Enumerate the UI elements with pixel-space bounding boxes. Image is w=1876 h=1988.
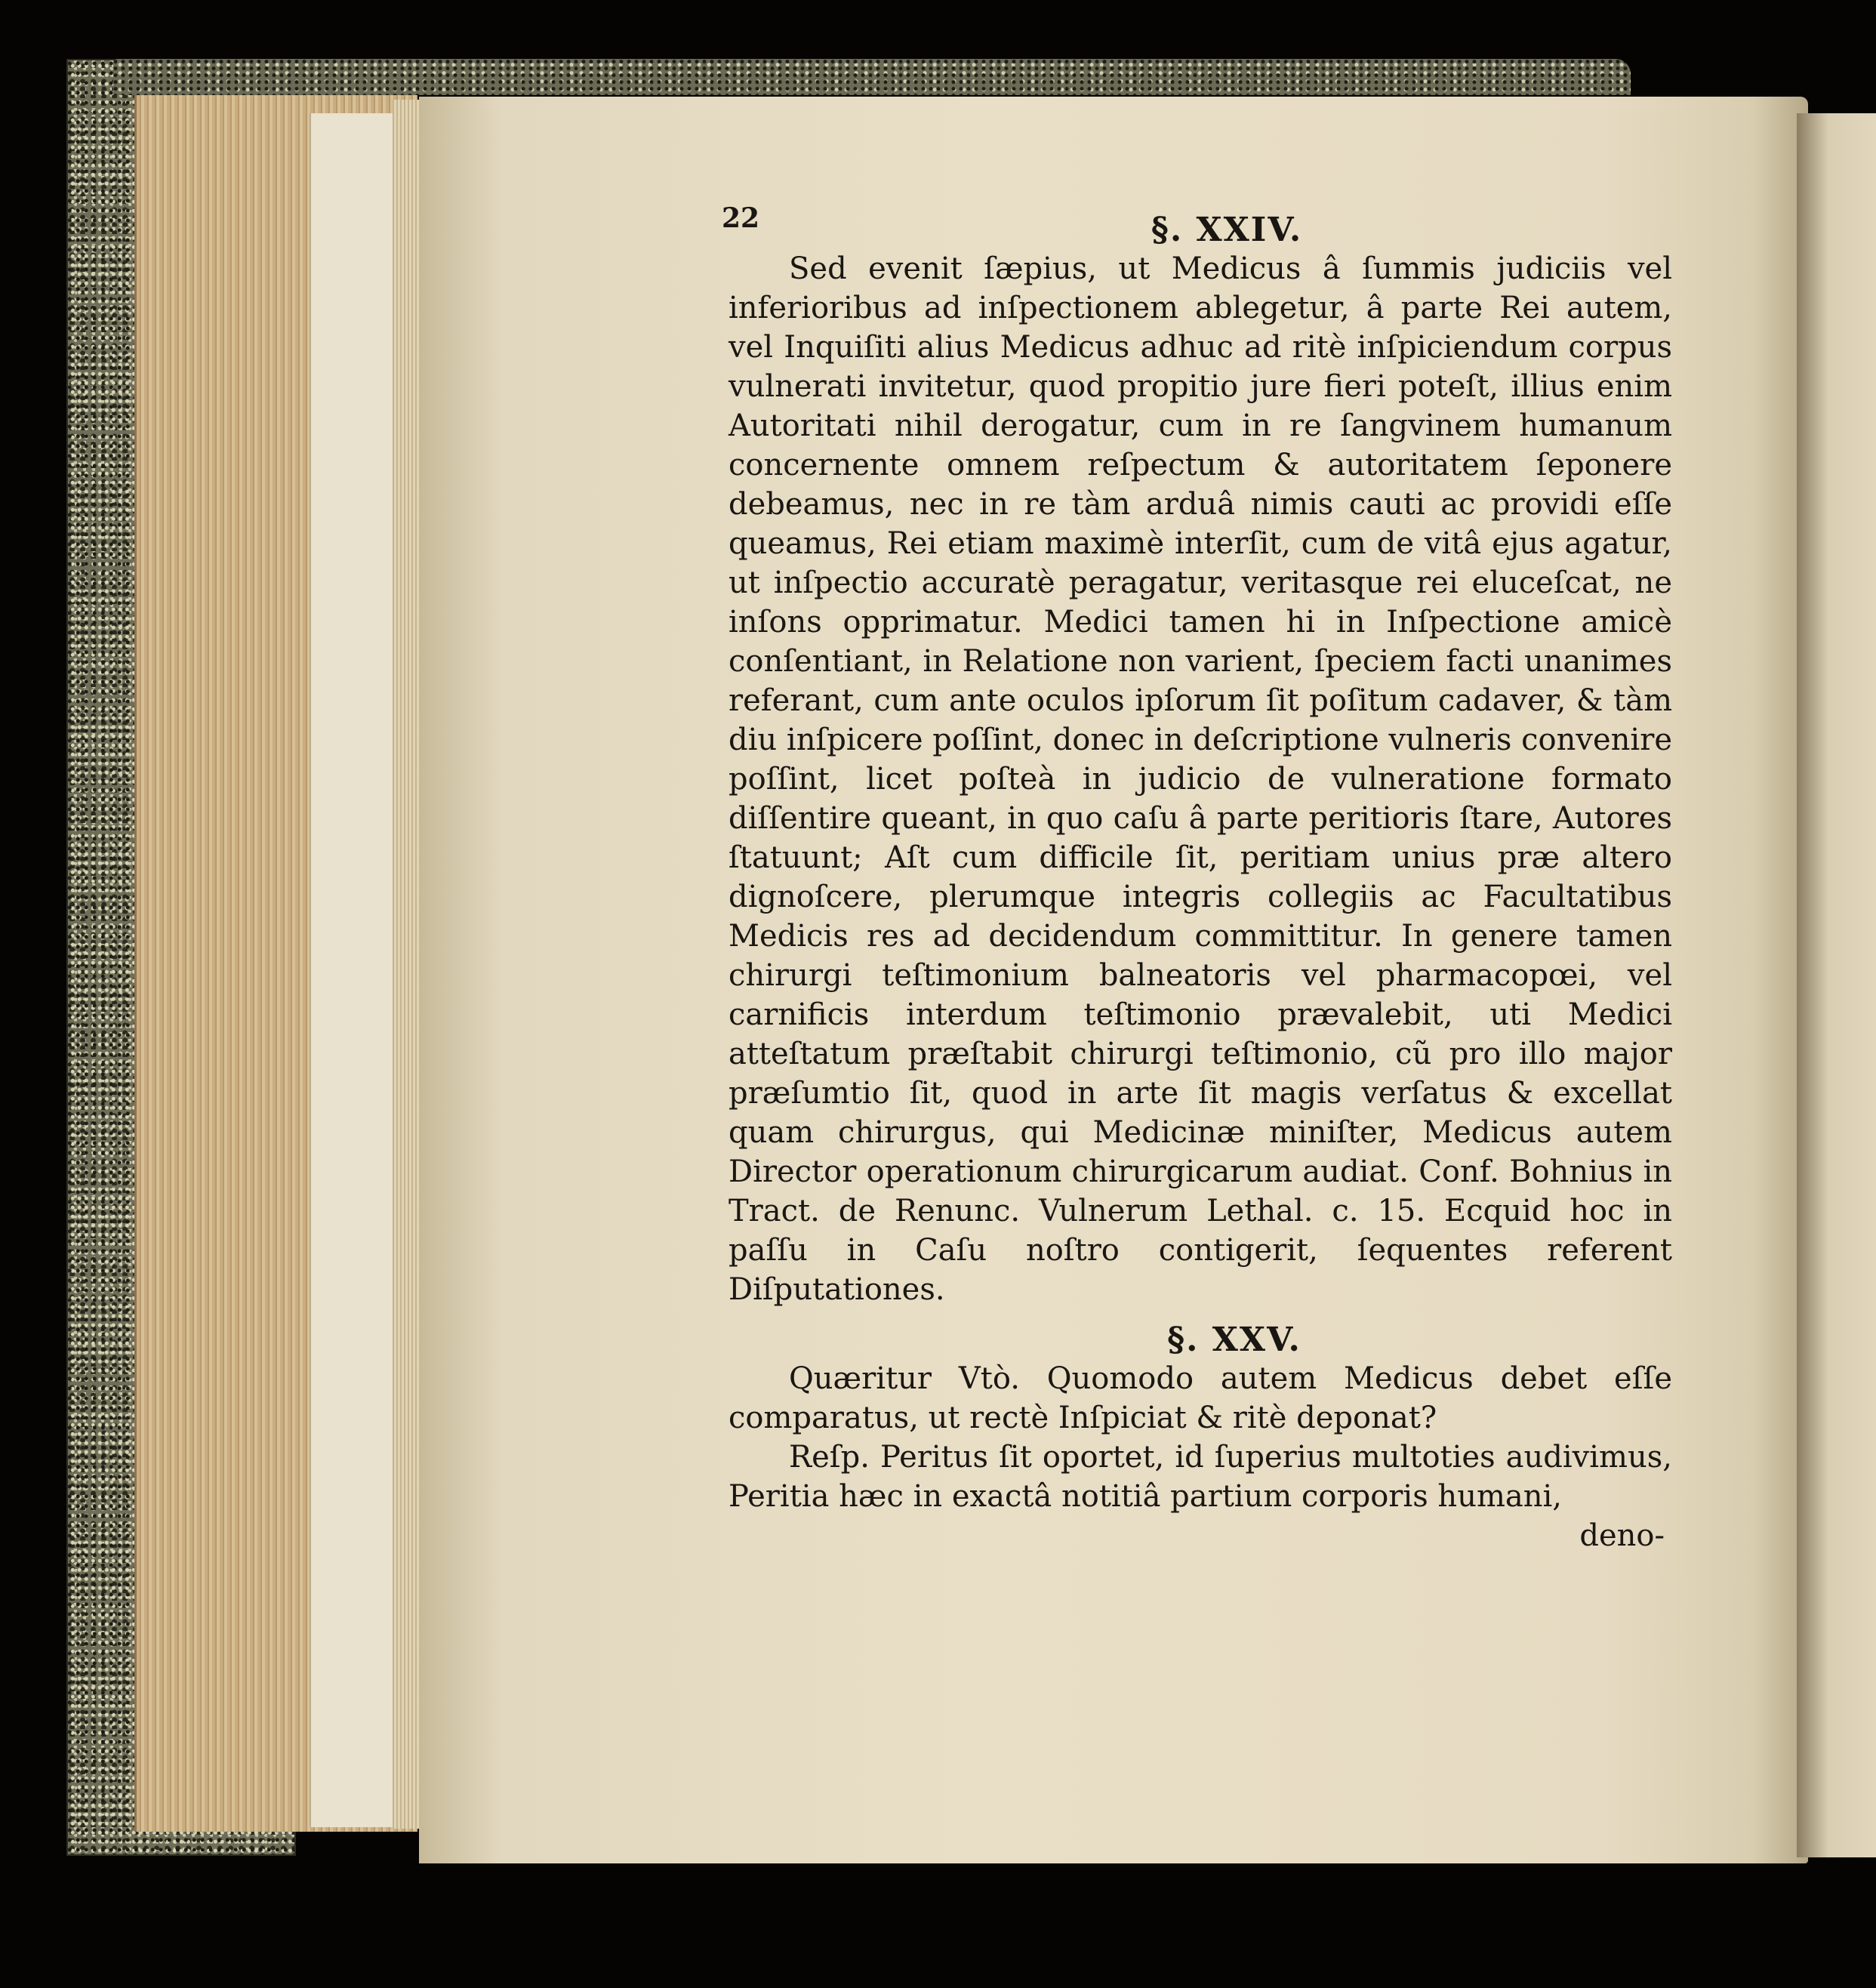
paragraph-response: Reſp. Peritus ſit oportet, id ſuperius multoties audivimus, Peritia hæc in exactâ notitiâ partium corporis humani,	[729, 1440, 1672, 1514]
marbled-cover-top-edge	[113, 59, 1631, 95]
catchword: deno-	[1579, 1518, 1665, 1553]
page-number: 22	[722, 202, 760, 234]
section-heading-xxiv: §. XXIV.	[1151, 211, 1303, 249]
section-heading-xxv: §. XXV.	[1167, 1321, 1301, 1359]
page-text-block	[729, 204, 1672, 1555]
facing-page-gutter	[1797, 113, 1876, 1857]
paragraph-question: Quæritur Vtò. Quomodo autem Medicus debet eſſe comparatus, ut rectè Inſpiciat & ritè deponat?	[729, 1361, 1672, 1435]
paragraph-xxiv: Sed evenit ſæpius, ut Medicus â ſummis judiciis vel inferioribus ad inſpectionem ablegetur, â parte Rei autem, vel Inquiſiti alius Medicus adhuc ad ritè inſpiciendum corpus vulnerati invitetur, quod propitio jure fieri poteſt, illius enim Autoritati nihil derogatur, cum in re ſangvinem humanum concernente omnem reſpectum & autoritatem ſeponere debeamus, nec in re tàm arduâ nimis cauti ac providi eſſe queamus, Rei etiam maximè interſit, cum de vitâ ejus agatur, ut inſpectio accuratè peragatur, veritasque rei eluceſcat, ne inſons opprimatur. Medici tamen hi in Inſpectione amicè conſentiant, in Relatione non varient, ſpeciem facti unanimes referant, cum ante oculos ipſorum ſit poſitum cadaver, & tàm diu inſpicere poſſint, donec in deſcriptione vulneris convenire poſſint, licet poſteà in judicio de vulneratione formato diſſentire queant, in quo caſu â parte peritioris ſtare, Autores ſtatuunt; Aſt cum difficile ſit, peritiam unius præ altero dignoſcere, plerumque integris collegiis ac Facultatibus Medicis res ad decidendum committitur. In genere tamen chirurgi teſtimonium balneatoris vel pharmacopœi, vel carnificis interdum teſtimonio prævalebit, uti Medici atteſtatum præſtabit chirurgi teſtimonio, cũ pro illo major præſumtio ſit, quod in arte ſit magis verſatus & excellat quam chirurgus, qui Medicinæ miniſter, Medicus autem Director operationum chirurgicarum audiat. Conf. Bohnius in Tract. de Renunc. Vulnerum Lethal. c. 15. Ecquid hoc in paſſu in Caſu noſtro contigerit, ſequentes referent Diſputationes.	[729, 251, 1672, 1307]
